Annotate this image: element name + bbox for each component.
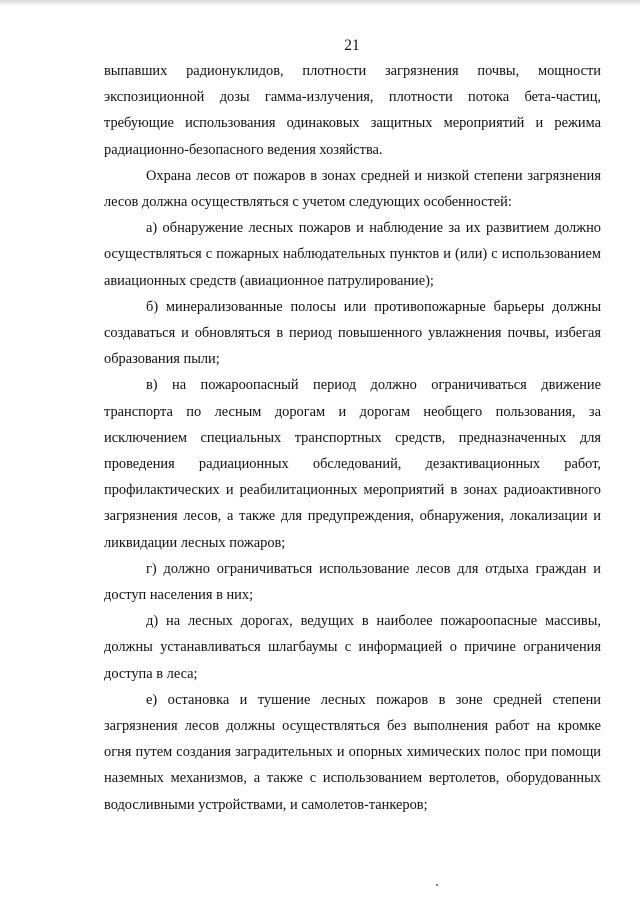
list-item-g: г) должно ограничиваться использование лесов для отдыха граждан и доступ населения в них; xyxy=(104,560,601,604)
page-number: 21 xyxy=(344,37,360,54)
scan-edge-shadow xyxy=(0,0,640,6)
list-item-a: а) обнаружение лесных пожаров и наблюдение за их развитием должно осуществляться с пожарных наблюдательных пунктов и (или) с использованием авиационных средств (авиационное патрулирование); xyxy=(104,220,601,289)
scan-speck xyxy=(436,884,438,886)
document-body xyxy=(104,58,601,818)
list-item-d: д) на лесных дорогах, ведущих в наиболее пожароопасные массивы, должны устанавливаться шлагбаумы с информацией о причине ограничения доступа в леса; xyxy=(104,613,601,682)
paragraph-intro: Охрана лесов от пожаров в зонах средней и низкой степени загрязнения лесов должна осуществляться с учетом следующих особенностей: xyxy=(104,167,601,211)
list-item-v: в) на пожароопасный период должно ограничиваться движение транспорта по лесным дорогам и дорогам необщего пользования, за исключением специальных транспортных средств, предназначенных для проведения радиационных обследований, дезактивационных работ, профилактических и реабилитационных мероприятий в зонах радиоактивного загрязнения лесов, а также для предупреждения, обнаружения, локализации и ликвидации лесных пожаров; xyxy=(104,377,601,551)
list-item-b: б) минерализованные полосы или противопожарные барьеры должны создаваться и обновляться в период повышенного увлажнения почвы, избегая образования пыли; xyxy=(104,298,601,368)
paragraph-continuation: выпавших радионуклидов, плотности загрязнения почвы, мощности экспозиционной дозы гамма-излучения, плотности потока бета-частиц, требующие использования одинаковых защитных мероприятий и режима радиационно-безопасного ведения хозяйства. xyxy=(104,63,601,158)
list-item-e: е) остановка и тушение лесных пожаров в зоне средней степени загрязнения лесов должны осуществляться без выполнения работ на кромке огня путем создания заградительных и опорных химических полос при помощи наземных механизмов, а также с использованием вертолетов, оборудованных водосливными устройствами, и самолетов-танкеров; xyxy=(104,691,601,813)
